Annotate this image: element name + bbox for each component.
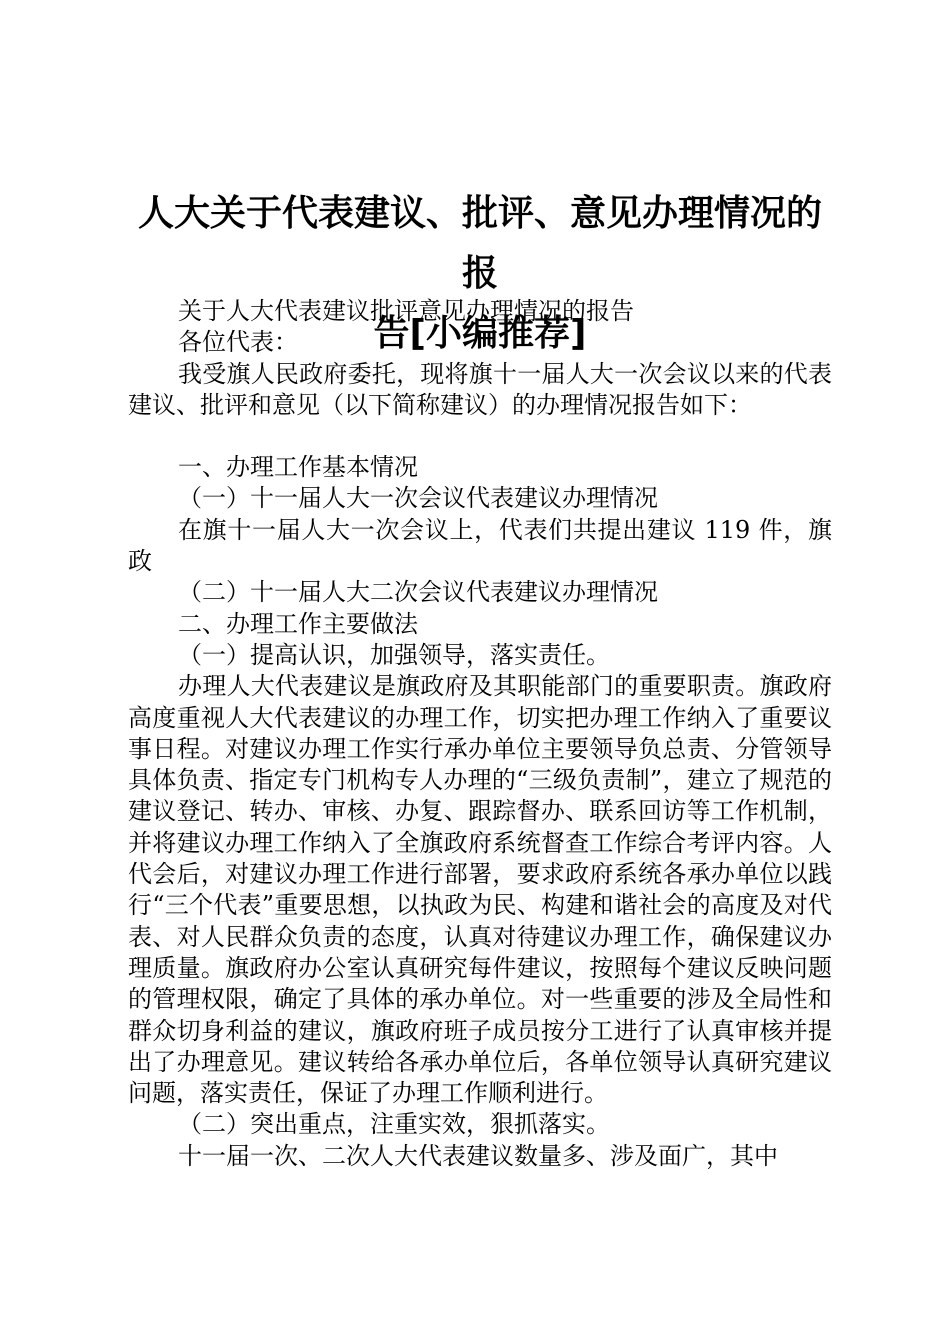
paragraph-1-1: 在旗十一届人大一次会议上，代表们共提出建议 119 件，旗政 [128, 515, 832, 576]
subsection-heading-1-1: （一）十一届人大一次会议代表建议办理情况 [178, 484, 658, 513]
title-line-1: 人大关于代表建议、批评、意见办理情况的报 [137, 193, 822, 294]
report-subtitle: 关于人大代表建议批评意见办理情况的报告 [178, 297, 634, 325]
intro-paragraph: 我受旗人民政府委托，现将旗十一届人大一次会议以来的代表建议、批评和意见（以下简称建议）的办理情况报告如下： [128, 359, 832, 419]
section-heading-1: 一、办理工作基本情况 [178, 453, 418, 482]
subsection-heading-1-2: （二）十一届人大二次会议代表建议办理情况 [178, 578, 658, 607]
salutation: 各位代表： [178, 328, 298, 357]
subsection-heading-2-1: （一）提高认识，加强领导，落实责任。 [178, 640, 610, 669]
document-body [128, 296, 832, 1172]
title-line-2: 告[小编推荐] [373, 313, 587, 354]
section-heading-2: 二、办理工作主要做法 [178, 609, 418, 638]
paragraph-2-1: 办理人大代表建议是旗政府及其职能部门的重要职责。旗政府高度重视人大代表建议的办理工作，切实把办理工作纳入了重要议事日程。对建议办理工作实行承办单位主要领导负总责、分管领导具体负责、指定专门机构专人办理的“三级负责制”，建立了规范的建议登记、转办、审核、办复、跟踪督办、联系回访等工作机制，并将建议办理工作纳入了全旗政府系统督查工作综合考评内容。人代会后，对建议办理工作进行部署，要求政府系统各承办单位以践行“三个代表”重要思想，以执政为民、构建和谐社会的高度及对代表、对人民群众负责的态度，认真对待建议办理工作，确保建议办理质量。旗政府办公室认真研究每件建议，按照每个建议反映问题的管理权限，确定了具体的承办单位。对一些重要的涉及全局性和群众切身利益的建议，旗政府班子成员按分工进行了认真审核并提出了办理意见。建议转给各承办单位后，各单位领导认真研究建议问题，落实责任，保证了办理工作顺利进行。 [128, 672, 832, 1108]
paragraph-2-2: 十一届一次、二次人大代表建议数量多、涉及面广，其中 [178, 1141, 778, 1170]
subsection-heading-2-2: （二）突出重点，注重实效，狠抓落实。 [178, 1110, 610, 1139]
